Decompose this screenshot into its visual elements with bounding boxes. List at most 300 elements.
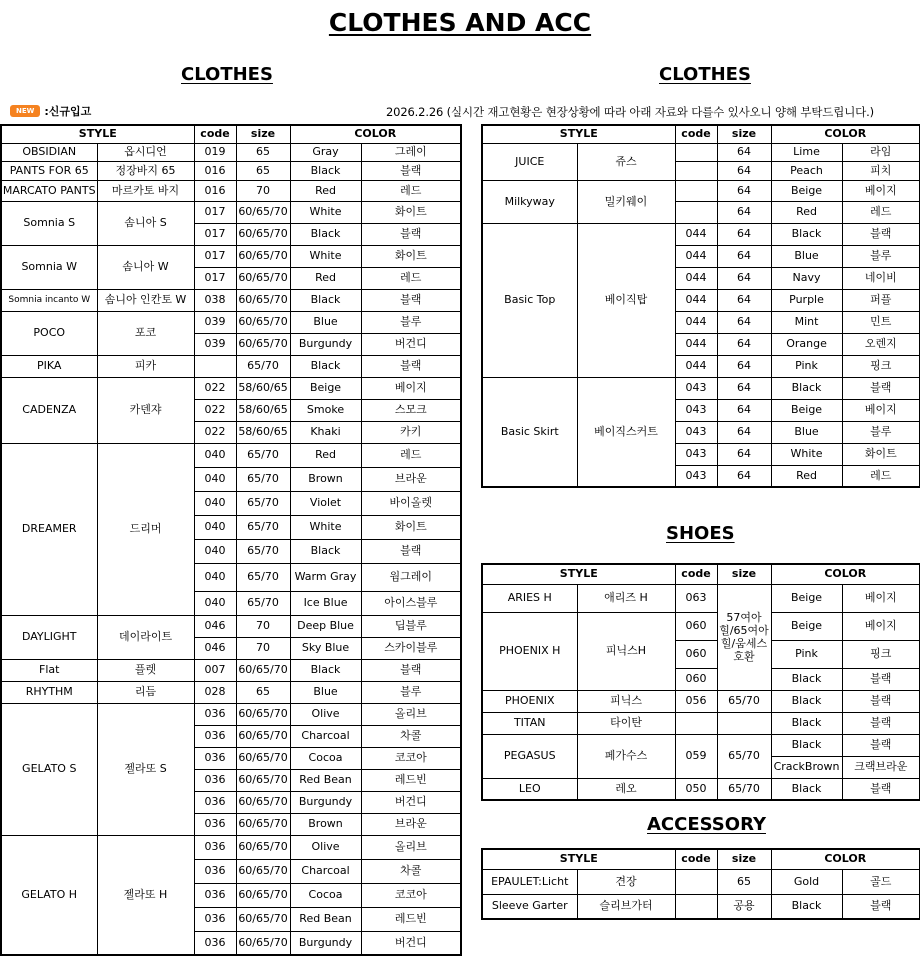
size-cell: 65/70	[236, 355, 290, 377]
style-en: ARIES H	[482, 584, 577, 612]
color-ko: 올리브	[361, 703, 461, 725]
color-en: Red	[771, 465, 842, 487]
table-row	[1, 201, 461, 223]
color-en: Warm Gray	[290, 563, 361, 591]
style-en: GELATO S	[1, 703, 97, 835]
code-cell: 044	[675, 267, 717, 289]
style-en: DREAMER	[1, 443, 97, 615]
color-ko: 크랙브라운	[842, 756, 920, 778]
code-cell: 040	[194, 467, 236, 491]
style-en: EPAULET:Licht	[482, 869, 577, 894]
style-en: Flat	[1, 659, 97, 681]
color-en: Red	[290, 180, 361, 201]
color-ko: 화이트	[361, 201, 461, 223]
color-ko: 버건디	[361, 791, 461, 813]
code-cell: 017	[194, 201, 236, 223]
style-en: RHYTHM	[1, 681, 97, 703]
code-cell: 043	[675, 465, 717, 487]
style-ko: 슬리브가터	[577, 894, 675, 919]
style-ko: 페가수스	[577, 734, 675, 778]
style-en: CADENZA	[1, 377, 97, 443]
size-cell: 58/60/65	[236, 421, 290, 443]
color-en: Black	[771, 734, 842, 756]
color-en: Smoke	[290, 399, 361, 421]
size-cell: 60/65/70	[236, 931, 290, 955]
header-style: STYLE	[1, 125, 194, 143]
color-ko: 그레이	[361, 143, 461, 161]
code-cell	[675, 869, 717, 894]
code-cell: 043	[675, 399, 717, 421]
color-ko: 블랙	[842, 690, 920, 712]
code-cell: 056	[675, 690, 717, 712]
shoes-table	[481, 563, 920, 801]
code-cell: 060	[675, 640, 717, 668]
header-color: COLOR	[771, 564, 920, 584]
color-en: Beige	[771, 584, 842, 612]
code-cell	[675, 712, 717, 734]
size-cell: 60/65/70	[236, 333, 290, 355]
code-cell: 046	[194, 637, 236, 659]
new-legend	[10, 102, 91, 120]
style-ko: 밀키웨이	[577, 180, 675, 223]
style-en: PEGASUS	[482, 734, 577, 778]
color-ko: 블랙	[361, 223, 461, 245]
size-cell: 65	[236, 161, 290, 180]
code-cell: 016	[194, 161, 236, 180]
color-ko: 블랙	[842, 734, 920, 756]
color-ko: 블루	[361, 311, 461, 333]
code-cell: 040	[194, 515, 236, 539]
code-cell	[675, 201, 717, 223]
color-en: Red	[771, 201, 842, 223]
code-cell: 044	[675, 311, 717, 333]
header-code: code	[675, 849, 717, 869]
table-row	[482, 584, 920, 612]
code-cell: 036	[194, 883, 236, 907]
color-ko: 코코아	[361, 883, 461, 907]
code-cell: 044	[675, 245, 717, 267]
color-ko: 베이지	[842, 180, 920, 201]
size-cell: 65	[236, 143, 290, 161]
color-ko: 블랙	[842, 712, 920, 734]
accessory-table	[481, 848, 920, 920]
size-cell: 65/70	[236, 539, 290, 563]
style-ko: 베이직스커트	[577, 377, 675, 487]
new-badge-icon: NEW	[10, 105, 40, 117]
clothes-left-table	[0, 124, 462, 956]
color-ko: 민트	[842, 311, 920, 333]
color-en: Gold	[771, 869, 842, 894]
size-cell: 공용	[717, 894, 771, 919]
code-cell: 040	[194, 591, 236, 615]
color-en: Charcoal	[290, 859, 361, 883]
size-cell: 60/65/70	[236, 835, 290, 859]
style-ko: 포코	[97, 311, 194, 355]
header-size: size	[717, 564, 771, 584]
section-title-clothes-right: CLOTHES	[659, 64, 751, 85]
color-ko: 핑크	[842, 355, 920, 377]
code-cell: 059	[675, 734, 717, 778]
style-en: DAYLIGHT	[1, 615, 97, 659]
table-row	[1, 659, 461, 681]
style-en: OBSIDIAN	[1, 143, 97, 161]
color-ko: 브라운	[361, 467, 461, 491]
code-cell: 038	[194, 289, 236, 311]
color-en: Purple	[771, 289, 842, 311]
style-en: MARCATO PANTS	[1, 180, 97, 201]
code-cell: 039	[194, 333, 236, 355]
style-en: Somnia incanto W	[1, 289, 97, 311]
header-code: code	[194, 125, 236, 143]
color-en: Cocoa	[290, 747, 361, 769]
code-cell: 017	[194, 245, 236, 267]
style-en: Somnia S	[1, 201, 97, 245]
color-en: Black	[771, 690, 842, 712]
color-ko: 버건디	[361, 333, 461, 355]
size-cell: 65/70	[236, 515, 290, 539]
size-cell: 65/70	[717, 690, 771, 712]
size-cell: 58/60/65	[236, 399, 290, 421]
color-en: Red Bean	[290, 907, 361, 931]
style-ko: 쥬스	[577, 143, 675, 180]
table-row	[482, 869, 920, 894]
color-ko: 레드	[361, 443, 461, 467]
color-en: Peach	[771, 161, 842, 180]
size-cell: 60/65/70	[236, 703, 290, 725]
color-en: Brown	[290, 467, 361, 491]
size-cell: 60/65/70	[236, 245, 290, 267]
size-cell	[717, 712, 771, 734]
size-cell: 64	[717, 289, 771, 311]
style-en: PHOENIX	[482, 690, 577, 712]
code-cell: 063	[675, 584, 717, 612]
color-en: Black	[290, 539, 361, 563]
color-en: Beige	[771, 399, 842, 421]
code-cell: 043	[675, 377, 717, 399]
code-cell	[675, 180, 717, 201]
style-ko: 솜니아 인칸토 W	[97, 289, 194, 311]
color-ko: 블루	[842, 245, 920, 267]
color-ko: 블랙	[842, 377, 920, 399]
style-ko: 카덴쟈	[97, 377, 194, 443]
color-ko: 화이트	[361, 515, 461, 539]
size-cell: 60/65/70	[236, 769, 290, 791]
table-row	[1, 289, 461, 311]
header-size: size	[717, 125, 771, 143]
color-ko: 블랙	[361, 355, 461, 377]
style-ko: 레오	[577, 778, 675, 800]
color-en: Black	[771, 712, 842, 734]
color-ko: 네이비	[842, 267, 920, 289]
size-cell: 60/65/70	[236, 659, 290, 681]
size-cell: 64	[717, 161, 771, 180]
header-style: STYLE	[482, 849, 675, 869]
color-en: Beige	[290, 377, 361, 399]
table-row	[1, 703, 461, 725]
size-cell: 65	[717, 869, 771, 894]
clothes-right-table	[481, 124, 920, 488]
color-en: Gray	[290, 143, 361, 161]
size-cell: 60/65/70	[236, 907, 290, 931]
code-cell: 040	[194, 443, 236, 467]
size-cell: 60/65/70	[236, 289, 290, 311]
style-en: Sleeve Garter	[482, 894, 577, 919]
color-en: Orange	[771, 333, 842, 355]
code-cell: 043	[675, 421, 717, 443]
header-color: COLOR	[290, 125, 461, 143]
color-en: Black	[771, 668, 842, 690]
style-en: Basic Top	[482, 223, 577, 377]
code-cell: 039	[194, 311, 236, 333]
code-cell: 044	[675, 333, 717, 355]
style-ko: 솜니아 W	[97, 245, 194, 289]
color-ko: 블랙	[842, 668, 920, 690]
style-ko: 젤라또 S	[97, 703, 194, 835]
color-en: Black	[290, 355, 361, 377]
color-en: Burgundy	[290, 791, 361, 813]
color-ko: 레드빈	[361, 769, 461, 791]
color-en: Red	[290, 267, 361, 289]
size-cell: 60/65/70	[236, 791, 290, 813]
style-ko: 피닉스	[577, 690, 675, 712]
style-en: GELATO H	[1, 835, 97, 955]
color-ko: 스모크	[361, 399, 461, 421]
size-cell: 64	[717, 245, 771, 267]
color-en: Burgundy	[290, 931, 361, 955]
code-cell: 036	[194, 907, 236, 931]
color-ko: 코코아	[361, 747, 461, 769]
code-cell: 019	[194, 143, 236, 161]
size-cell: 65	[236, 681, 290, 703]
size-cell: 60/65/70	[236, 747, 290, 769]
code-cell	[675, 894, 717, 919]
table-row	[482, 734, 920, 756]
code-cell	[675, 143, 717, 161]
color-en: Pink	[771, 640, 842, 668]
table-row	[482, 143, 920, 161]
color-ko: 레드	[842, 201, 920, 223]
color-ko: 웜그레이	[361, 563, 461, 591]
code-cell: 036	[194, 791, 236, 813]
table-row	[482, 778, 920, 800]
color-en: Olive	[290, 703, 361, 725]
code-cell: 022	[194, 377, 236, 399]
size-cell: 60/65/70	[236, 201, 290, 223]
size-cell: 65/70	[717, 734, 771, 778]
size-cell: 64	[717, 377, 771, 399]
color-en: Black	[771, 778, 842, 800]
code-cell: 044	[675, 355, 717, 377]
code-cell: 022	[194, 421, 236, 443]
table-row	[482, 223, 920, 245]
size-cell: 64	[717, 311, 771, 333]
code-cell: 036	[194, 725, 236, 747]
color-en: Black	[290, 161, 361, 180]
style-ko: 견장	[577, 869, 675, 894]
color-ko: 블랙	[842, 894, 920, 919]
color-en: Blue	[290, 311, 361, 333]
code-cell: 016	[194, 180, 236, 201]
color-en: Black	[290, 659, 361, 681]
color-ko: 차콜	[361, 859, 461, 883]
code-cell: 036	[194, 835, 236, 859]
color-ko: 버건디	[361, 931, 461, 955]
section-title-shoes: SHOES	[666, 523, 735, 544]
code-cell	[675, 161, 717, 180]
code-cell: 036	[194, 703, 236, 725]
code-cell: 050	[675, 778, 717, 800]
color-ko: 베이지	[842, 584, 920, 612]
color-ko: 브라운	[361, 813, 461, 835]
style-en: PHOENIX H	[482, 612, 577, 690]
size-cell: 60/65/70	[236, 725, 290, 747]
color-en: Pink	[771, 355, 842, 377]
color-ko: 스카이블루	[361, 637, 461, 659]
color-ko: 베이지	[842, 399, 920, 421]
color-ko: 바이올렛	[361, 491, 461, 515]
table-row	[1, 377, 461, 399]
color-en: Blue	[771, 421, 842, 443]
code-cell: 036	[194, 747, 236, 769]
color-ko: 올리브	[361, 835, 461, 859]
size-cell: 64	[717, 267, 771, 289]
size-cell: 64	[717, 333, 771, 355]
size-cell: 64	[717, 180, 771, 201]
code-cell: 046	[194, 615, 236, 637]
color-en: Black	[771, 894, 842, 919]
color-en: Black	[771, 377, 842, 399]
table-row	[1, 311, 461, 333]
color-en: White	[771, 443, 842, 465]
color-ko: 골드	[842, 869, 920, 894]
color-ko: 퍼플	[842, 289, 920, 311]
color-en: Black	[771, 223, 842, 245]
code-cell: 036	[194, 859, 236, 883]
header-code: code	[675, 564, 717, 584]
header-style: STYLE	[482, 125, 675, 143]
color-ko: 라임	[842, 143, 920, 161]
color-en: Beige	[771, 612, 842, 640]
page-title: CLOTHES AND ACC	[328, 8, 592, 37]
code-cell: 040	[194, 563, 236, 591]
style-en: Milkyway	[482, 180, 577, 223]
color-en: Violet	[290, 491, 361, 515]
code-cell: 036	[194, 769, 236, 791]
header-size: size	[717, 849, 771, 869]
color-ko: 아이스블루	[361, 591, 461, 615]
header-color: COLOR	[771, 125, 920, 143]
color-en: Blue	[771, 245, 842, 267]
style-ko: 타이탄	[577, 712, 675, 734]
color-ko: 블랙	[842, 223, 920, 245]
color-ko: 오렌지	[842, 333, 920, 355]
size-cell: 65/70	[236, 563, 290, 591]
header-style: STYLE	[482, 564, 675, 584]
style-ko: 리듬	[97, 681, 194, 703]
color-en: Red Bean	[290, 769, 361, 791]
code-cell: 036	[194, 931, 236, 955]
code-cell: 044	[675, 289, 717, 311]
color-ko: 블랙	[361, 539, 461, 563]
table-row	[1, 835, 461, 859]
color-en: Navy	[771, 267, 842, 289]
code-cell	[194, 355, 236, 377]
style-ko: 마르카토 바지	[97, 180, 194, 201]
table-row	[1, 615, 461, 637]
color-en: Mint	[771, 311, 842, 333]
table-row	[482, 712, 920, 734]
size-cell: 64	[717, 143, 771, 161]
size-cell: 60/65/70	[236, 223, 290, 245]
color-ko: 베이지	[842, 612, 920, 640]
table-row	[482, 377, 920, 399]
style-en: POCO	[1, 311, 97, 355]
code-cell: 007	[194, 659, 236, 681]
size-cell: 64	[717, 465, 771, 487]
color-en: Charcoal	[290, 725, 361, 747]
size-cell: 58/60/65	[236, 377, 290, 399]
color-ko: 블랙	[842, 778, 920, 800]
style-en: Basic Skirt	[482, 377, 577, 487]
size-cell: 65/70	[236, 491, 290, 515]
style-en: PANTS FOR 65	[1, 161, 97, 180]
code-cell: 017	[194, 267, 236, 289]
color-en: Ice Blue	[290, 591, 361, 615]
style-ko: 플렛	[97, 659, 194, 681]
table-row	[482, 180, 920, 201]
table-row	[482, 690, 920, 712]
style-ko: 정장바지 65	[97, 161, 194, 180]
color-ko: 블랙	[361, 659, 461, 681]
size-cell: 60/65/70	[236, 813, 290, 835]
header-code: code	[675, 125, 717, 143]
color-ko: 화이트	[842, 443, 920, 465]
code-cell: 044	[675, 223, 717, 245]
color-en: White	[290, 245, 361, 267]
color-en: Blue	[290, 681, 361, 703]
color-ko: 베이지	[361, 377, 461, 399]
code-cell: 043	[675, 443, 717, 465]
code-cell: 028	[194, 681, 236, 703]
size-cell: 65/70	[236, 591, 290, 615]
color-en: Deep Blue	[290, 615, 361, 637]
style-ko: 피닉스H	[577, 612, 675, 690]
color-en: CrackBrown	[771, 756, 842, 778]
header-size: size	[236, 125, 290, 143]
style-en: Somnia W	[1, 245, 97, 289]
style-ko: 옵시디언	[97, 143, 194, 161]
size-cell: 60/65/70	[236, 883, 290, 907]
size-cell: 60/65/70	[236, 267, 290, 289]
size-cell: 70	[236, 615, 290, 637]
size-cell: 65/70	[236, 443, 290, 467]
code-cell: 017	[194, 223, 236, 245]
code-cell: 040	[194, 539, 236, 563]
size-cell: 64	[717, 355, 771, 377]
table-row	[1, 143, 461, 161]
color-en: Beige	[771, 180, 842, 201]
table-row	[482, 894, 920, 919]
style-en: TITAN	[482, 712, 577, 734]
color-en: Sky Blue	[290, 637, 361, 659]
code-cell: 060	[675, 668, 717, 690]
style-en: LEO	[482, 778, 577, 800]
size-cell: 65/70	[236, 467, 290, 491]
size-cell: 64	[717, 421, 771, 443]
size-cell: 65/70	[717, 778, 771, 800]
new-label: :신규입고	[44, 105, 92, 118]
color-en: Khaki	[290, 421, 361, 443]
